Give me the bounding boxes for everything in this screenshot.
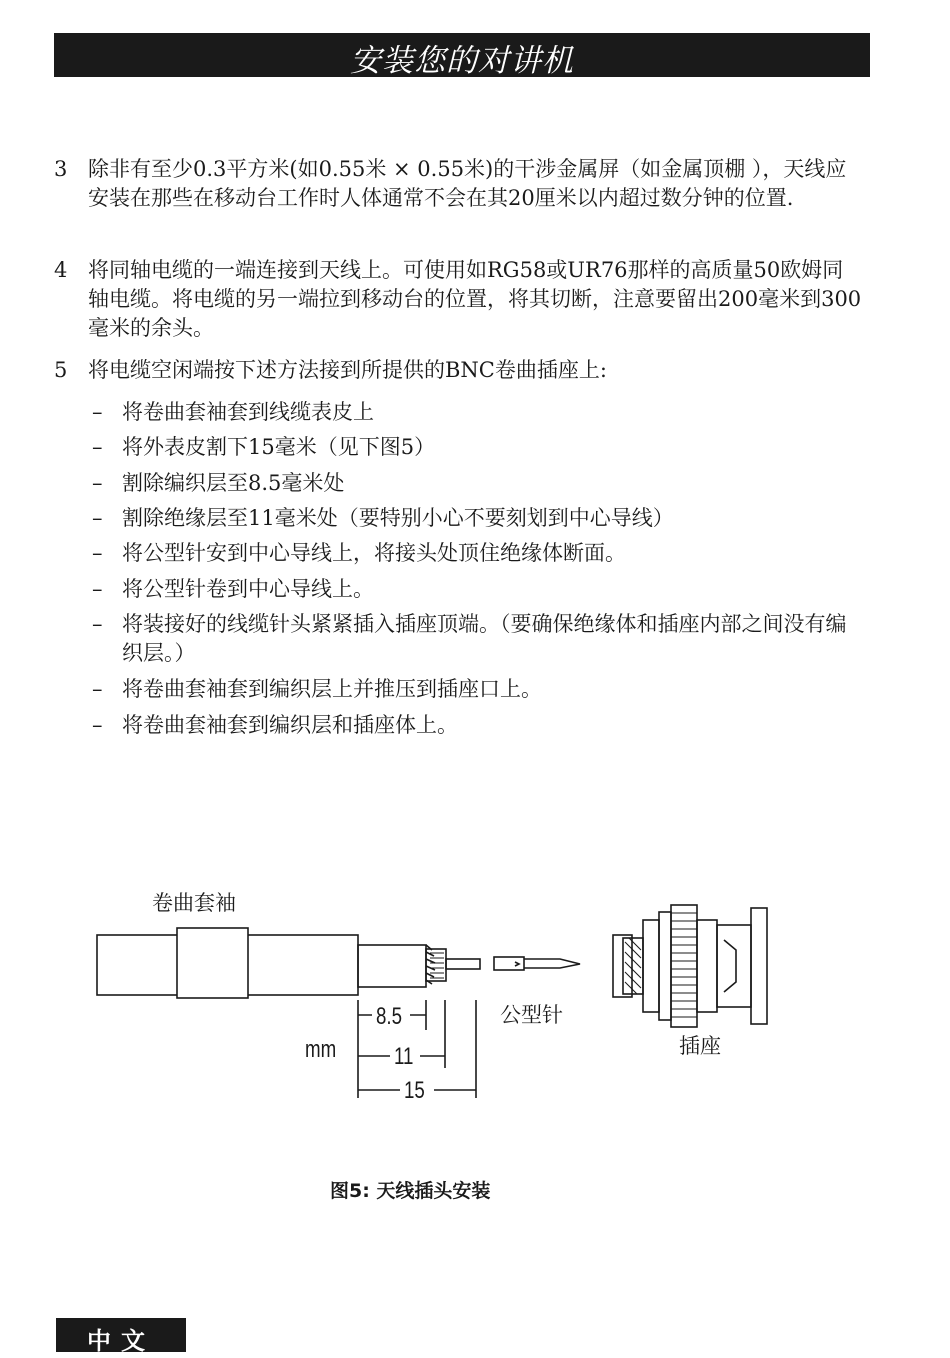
language-label: 中文: [87, 1327, 155, 1355]
socket-flange: [751, 908, 767, 1024]
step-text: 除非有至少0.3平方米(如0.55米 × 0.55米)的干涉金属屏（如金属顶棚 ），天线应安装在那些在移动台工作时人体通常不会在其20厘米以内超过数分钟的位置.: [88, 157, 847, 210]
label-male-pin: 公型针: [500, 1003, 563, 1027]
step-number: 3: [54, 157, 68, 181]
braid-section: [358, 945, 426, 987]
substep-text: 将卷曲套袖套到线缆表皮上: [122, 400, 374, 424]
socket-body: [697, 920, 717, 1012]
substep-text: 将外表皮割下15毫米（见下图5）: [122, 435, 436, 459]
figure-caption: 图5: 天线插头安装: [330, 1180, 491, 1202]
substep-text: 将卷曲套袖套到编织层上并推压到插座口上。: [122, 677, 542, 701]
dash-marker: –: [92, 577, 103, 601]
socket-collar: [643, 920, 659, 1012]
socket-ring: [659, 912, 671, 1020]
dash-marker: –: [92, 506, 103, 530]
dash-marker: –: [92, 435, 103, 459]
center-conductor: [446, 959, 480, 969]
substep-text: 割除编织层至8.5毫米处: [122, 471, 345, 495]
step-text: 将同轴电缆的一端连接到天线上。可使用如RG58或UR76那样的高质量50欧姆同轴电缆。将电缆的另一端拉到移动台的位置，将其切断，注意要留出200毫米到300毫米的余头。: [88, 258, 862, 340]
socket-front: [717, 925, 751, 1007]
step-text: 将电缆空闲端按下述方法接到所提供的BNC卷曲插座上:: [88, 358, 607, 382]
step-number: 5: [54, 358, 68, 382]
substep-text: 将装接好的线缆针头紧紧插入插座顶端。（要确保绝缘体和插座内部之间没有编织层。）: [122, 612, 847, 665]
crimp-sleeve: [177, 928, 248, 998]
dash-marker: –: [92, 471, 103, 495]
step-number: 4: [54, 258, 68, 282]
unit-label: mm: [305, 1036, 337, 1063]
dimension-11: 11: [394, 1043, 414, 1070]
dash-marker: –: [92, 400, 103, 424]
dimension-8-5: 8.5: [376, 1003, 403, 1030]
page-title: 安装您的对讲机: [350, 43, 574, 79]
dash-marker: –: [92, 713, 103, 737]
label-socket: 插座: [679, 1034, 721, 1058]
dash-marker: –: [92, 612, 103, 636]
dimension-15: 15: [404, 1077, 425, 1104]
substep-text: 将公型针安到中心导线上，将接头处顶住绝缘体断面。: [122, 541, 626, 565]
substep-text: 割除绝缘层至11毫米处（要特别小心不要刻划到中心导线）: [122, 506, 674, 530]
dash-marker: –: [92, 677, 103, 701]
label-crimp-sleeve: 卷曲套袖: [152, 891, 236, 915]
dash-marker: –: [92, 541, 103, 565]
substep-text: 将卷曲套袖套到编织层和插座体上。: [122, 713, 458, 737]
socket-hatched: [623, 938, 643, 994]
substep-text: 将公型针卷到中心导线上。: [122, 577, 374, 601]
language-tab: [56, 1318, 186, 1355]
